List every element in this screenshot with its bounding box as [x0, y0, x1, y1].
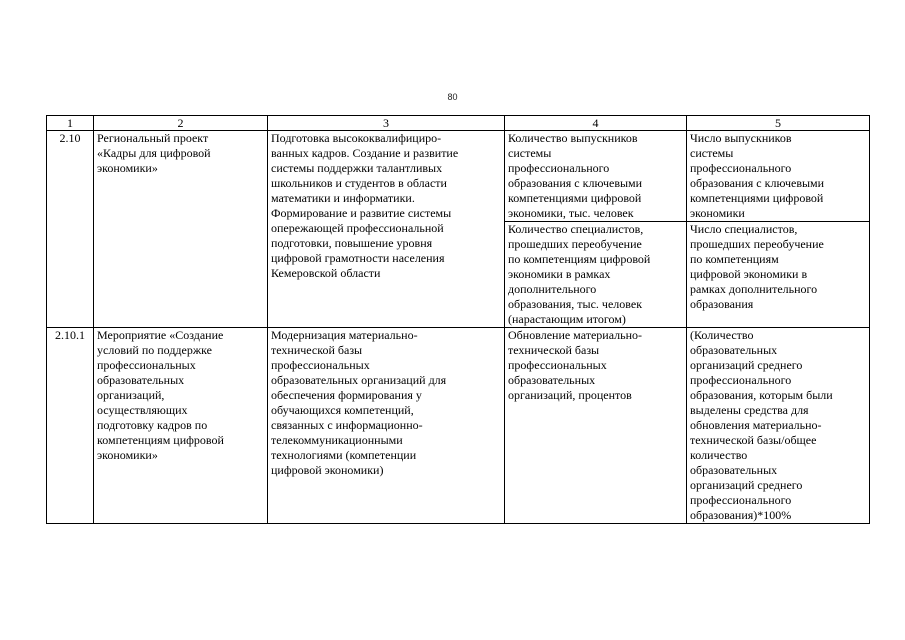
- row-number: 2.10: [47, 131, 94, 328]
- column-header-5: 5: [687, 116, 870, 131]
- column-header-1: 1: [47, 116, 94, 131]
- activity-name-cell: Мероприятие «Создание условий по поддержке профессиональных образовательных организаций, осуществляющих подготовку кадров по компетенциям цифровой экономики»: [94, 328, 268, 524]
- indicator-name-cell: Обновление материально- технической базы профессиональных образовательных организаций, процентов: [505, 328, 687, 524]
- indicators-table: [46, 115, 870, 524]
- indicator-name-cell: Количество выпускников системы профессионального образования с ключевыми компетенциями цифровой экономики, тыс. человек: [505, 131, 687, 222]
- indicator-method-cell: Число выпускников системы профессионального образования с ключевыми компетенциями цифровой экономики: [687, 131, 870, 222]
- activity-description-cell: Модернизация материально- технической базы профессиональных образовательных организаций для обеспечения формирования у обучающихся компетенций, связанных с информационно- телекоммуникационными технологиями (компетенции цифровой экономики): [268, 328, 505, 524]
- table-row: [47, 328, 870, 524]
- column-header-3: 3: [268, 116, 505, 131]
- table-row: [47, 131, 870, 222]
- project-name-cell: Региональный проект «Кадры для цифровой экономики»: [94, 131, 268, 328]
- indicator-name-cell: Количество специалистов, прошедших переобучение по компетенциям цифровой экономики в рамках дополнительного образования, тыс. человек (нарастающим итогом): [505, 222, 687, 328]
- project-description-cell: Подготовка высококвалифициро- ванных кадров. Создание и развитие системы поддержки талантливых школьников и студентов в области математики и информатики. Формирование и развитие системы опережающей профессиональной подготовки, повышение уровня цифровой грамотности населения Кемеровской области: [268, 131, 505, 328]
- indicator-method-cell: Число специалистов, прошедших переобучение по компетенциям цифровой экономики в рамках дополнительного образования: [687, 222, 870, 328]
- column-header-4: 4: [505, 116, 687, 131]
- table-header-row: [47, 116, 870, 131]
- column-header-2: 2: [94, 116, 268, 131]
- indicator-method-cell: (Количество образовательных организаций среднего профессионального образования, которым были выделены средства для обновления материально- технической базы/общее количество образовательных организаций среднего профессионального образования)*100%: [687, 328, 870, 524]
- row-number: 2.10.1: [47, 328, 94, 524]
- page-number: 80: [447, 92, 458, 102]
